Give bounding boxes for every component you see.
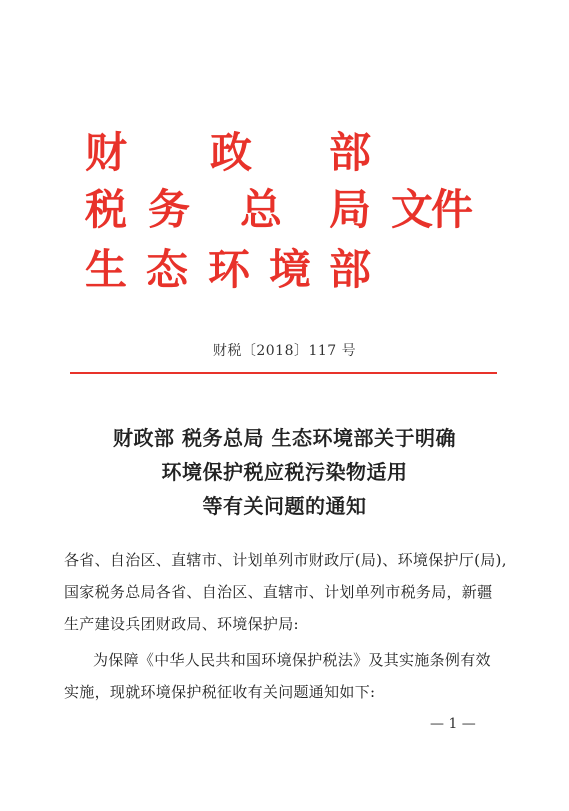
body-line-5: 实施，现就环境保护税征收有关问题通知如下: (64, 683, 376, 701)
masthead-char: 件 (431, 185, 474, 234)
masthead-char: 财 (85, 128, 128, 177)
masthead-char: 总 (240, 185, 283, 234)
red-separator-line (70, 372, 497, 374)
masthead-char: 税 (85, 185, 128, 234)
masthead-char: 态 (146, 245, 189, 294)
masthead-char: 政 (210, 128, 253, 177)
body-line-2: 国家税务总局各省、自治区、直辖市、计划单列市税务局，新疆 (64, 583, 493, 601)
title-line-2: 环境保护税应税污染物适用 (161, 460, 408, 484)
masthead-char: 部 (329, 245, 372, 294)
masthead-char: 务 (148, 185, 191, 234)
page-number: — 1 — (430, 716, 476, 732)
document-number: 财税〔2018〕117 号 (212, 343, 357, 359)
masthead-char: 部 (329, 128, 372, 177)
title-line-1: 财政部 税务总局 生态环境部关于明确 (113, 426, 456, 450)
masthead-char: 境 (269, 245, 312, 294)
title-line-3: 等有关问题的通知 (202, 494, 367, 518)
body-line-1: 各省、自治区、直辖市、计划单列市财政厅(局)、环境保护厅(局), (64, 551, 507, 569)
masthead-char: 局 (329, 185, 372, 234)
masthead-char: 生 (85, 245, 128, 294)
masthead-char: 环 (208, 245, 251, 294)
body-line-3: 生产建设兵团财政局、环境保护局: (64, 615, 299, 633)
body-line-4: 为保障《中华人民共和国环境保护税法》及其实施条例有效 (93, 651, 491, 669)
masthead-char: 文 (391, 185, 434, 234)
